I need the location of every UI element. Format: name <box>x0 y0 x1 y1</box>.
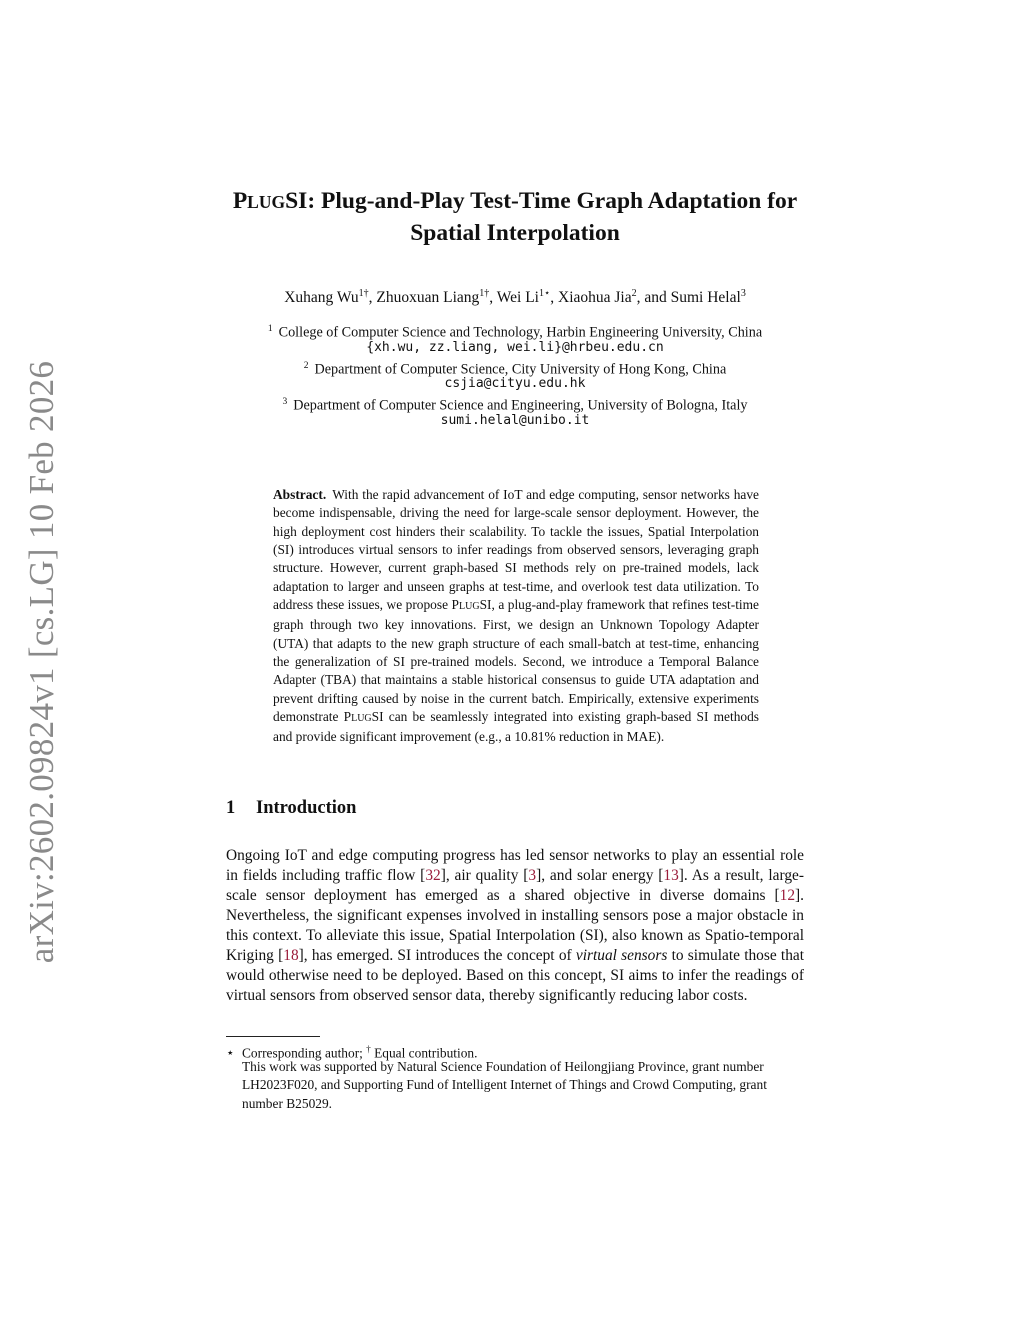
author-name: Wei Li <box>496 289 539 307</box>
footnote-star-mark: ⋆ <box>226 1045 235 1061</box>
footnote-text: Corresponding author; <box>242 1045 363 1061</box>
affiliation-number: 1 <box>267 324 273 334</box>
title-smallcaps-rest: LUG <box>247 192 286 212</box>
paper-title <box>200 186 830 249</box>
author-affil-mark: 1† <box>358 288 369 299</box>
footnote-dagger-mark: † <box>366 1044 371 1054</box>
intro-text: ]. As a result, large-scale sensor deployment has emerged as a shared objective in diverse domains [ <box>226 867 804 904</box>
author-name: Zhuoxuan Liang <box>376 289 480 307</box>
affiliation-text: College of Computer Science and Technology, Harbin Engineering University, China <box>278 324 763 341</box>
citation-link[interactable]: 13 <box>663 867 679 884</box>
author-separator: , and <box>636 289 671 307</box>
introduction-paragraph <box>226 846 804 1006</box>
intro-text: to simulate those that would otherwise need to be deployed. Based on this concept, SI aims to infer the readings of virtual sensors from observed sensor data, thereby significantly reducing labor costs. <box>226 947 805 1004</box>
author-affil-mark: 1⋆ <box>538 288 551 299</box>
abstract <box>273 486 759 747</box>
author-name: Sumi Helal <box>670 289 741 307</box>
citation-link[interactable]: 3 <box>528 867 537 884</box>
abstract-text-part2: SI, a plug-and-play framework that refines test-time graph through two key innovations. First, we design an Unknown Topology Adapter (UTA) that adapts to the new graph structure of each small-batch at test-time, enhancing the generalization of SI pre-trained models. Second, we introduce a Temporal Balance Adapter (TBA) that maintains a stable historical consensus to guide UTA adaptation and prevent drifting caused by noise in the current batch. Empirically, extensive experiments demonstrate <box>273 597 759 725</box>
footnote-text: Equal contribution. <box>374 1045 478 1061</box>
affiliation-text: Department of Computer Science, City University of Hong Kong, China <box>314 361 727 378</box>
affiliation-1-email: {xh.wu, zz.liang, wei.li}@hrbeu.edu.cn <box>366 340 664 355</box>
abstract-text-part1: With the rapid advancement of IoT and edge computing, sensor networks have become indispensable, driving the need for large-scale sensor deployment. However, the high deployment cost hinders their scalability. To tackle the issues, Spatial Interpolation (SI) introduces virtual sensors to infer readings from observed sensors, leveraging graph structure. However, current graph-based SI methods rely on pre-trained models, lack adaptation to larger and unseen graphs at test-time, and overlook test data utilization. To address these issues, we propose <box>273 487 759 613</box>
citation-link[interactable]: 12 <box>779 887 796 904</box>
author-affil-mark: 2 <box>631 288 637 299</box>
intro-text: ], and solar energy [ <box>536 867 664 884</box>
arxiv-identifier: arXiv:2602.09824v1 [cs.LG] 10 Feb 2026 <box>22 360 61 964</box>
title-line1-rest: SI: Plug-and-Play Test-Time Graph Adaptation for <box>285 188 798 214</box>
title-smallcaps-initial: P <box>232 188 248 214</box>
affiliation-2-email: csjia@cityu.edu.hk <box>444 376 586 391</box>
author-list <box>150 284 880 308</box>
citation-link[interactable]: 32 <box>425 867 441 884</box>
author-affil-mark: 1† <box>479 288 490 299</box>
affiliation-number: 3 <box>282 397 288 407</box>
author-separator: , <box>368 289 377 307</box>
intro-text: Ongoing IoT and edge computing progress has led sensor networks to play an essential role in fields including traffic flow [ <box>226 847 804 884</box>
section-heading <box>226 798 356 819</box>
affiliation-3-email: sumi.helal@unibo.it <box>440 413 590 428</box>
method-name-initial: P <box>451 597 459 613</box>
method-name-rest: LUG <box>459 601 480 613</box>
affiliation-number: 2 <box>303 361 309 371</box>
intro-text: ]. Nevertheless, the significant expenses involved in installing sensors pose a major obstacle in this context. To alleviate this issue, Spatial Interpolation (SI), also known as Spatio-temporal Kriging [ <box>226 887 804 964</box>
method-name-rest: LUG <box>351 713 372 725</box>
author-separator: , <box>489 289 497 307</box>
abstract-label: Abstract. <box>273 487 327 502</box>
intro-text: ], air quality [ <box>440 867 529 884</box>
footnote-funding: This work was supported by Natural Science Foundation of Heilongjiang Province, grant number LH2023F020, and Supporting Fund of Intelligent Internet of Things and Crowd Computing, grant number B25029. <box>242 1059 767 1111</box>
title-line2: Spatial Interpolation <box>410 220 620 246</box>
author-affil-mark: 3 <box>740 288 746 299</box>
section-title: Introduction <box>256 798 357 818</box>
citation-link[interactable]: 18 <box>283 947 299 964</box>
affiliation-text: Department of Computer Science and Engineering, University of Bologna, Italy <box>293 397 748 414</box>
author-name: Xuhang Wu <box>284 289 359 307</box>
author-name: Xiaohua Jia <box>558 289 632 307</box>
author-separator: , <box>550 289 558 307</box>
emphasis-virtual-sensors: virtual sensors <box>575 947 668 964</box>
method-name-initial: P <box>343 709 352 725</box>
intro-text: ], has emerged. SI introduces the concept of <box>298 947 576 964</box>
section-number: 1 <box>226 798 236 818</box>
abstract-text-part3: SI can be seamlessly integrated into existing graph-based SI methods and provide significant improvement (e.g., a 10.81% reduction in MAE). <box>273 709 759 745</box>
footnote-divider <box>226 1036 320 1037</box>
